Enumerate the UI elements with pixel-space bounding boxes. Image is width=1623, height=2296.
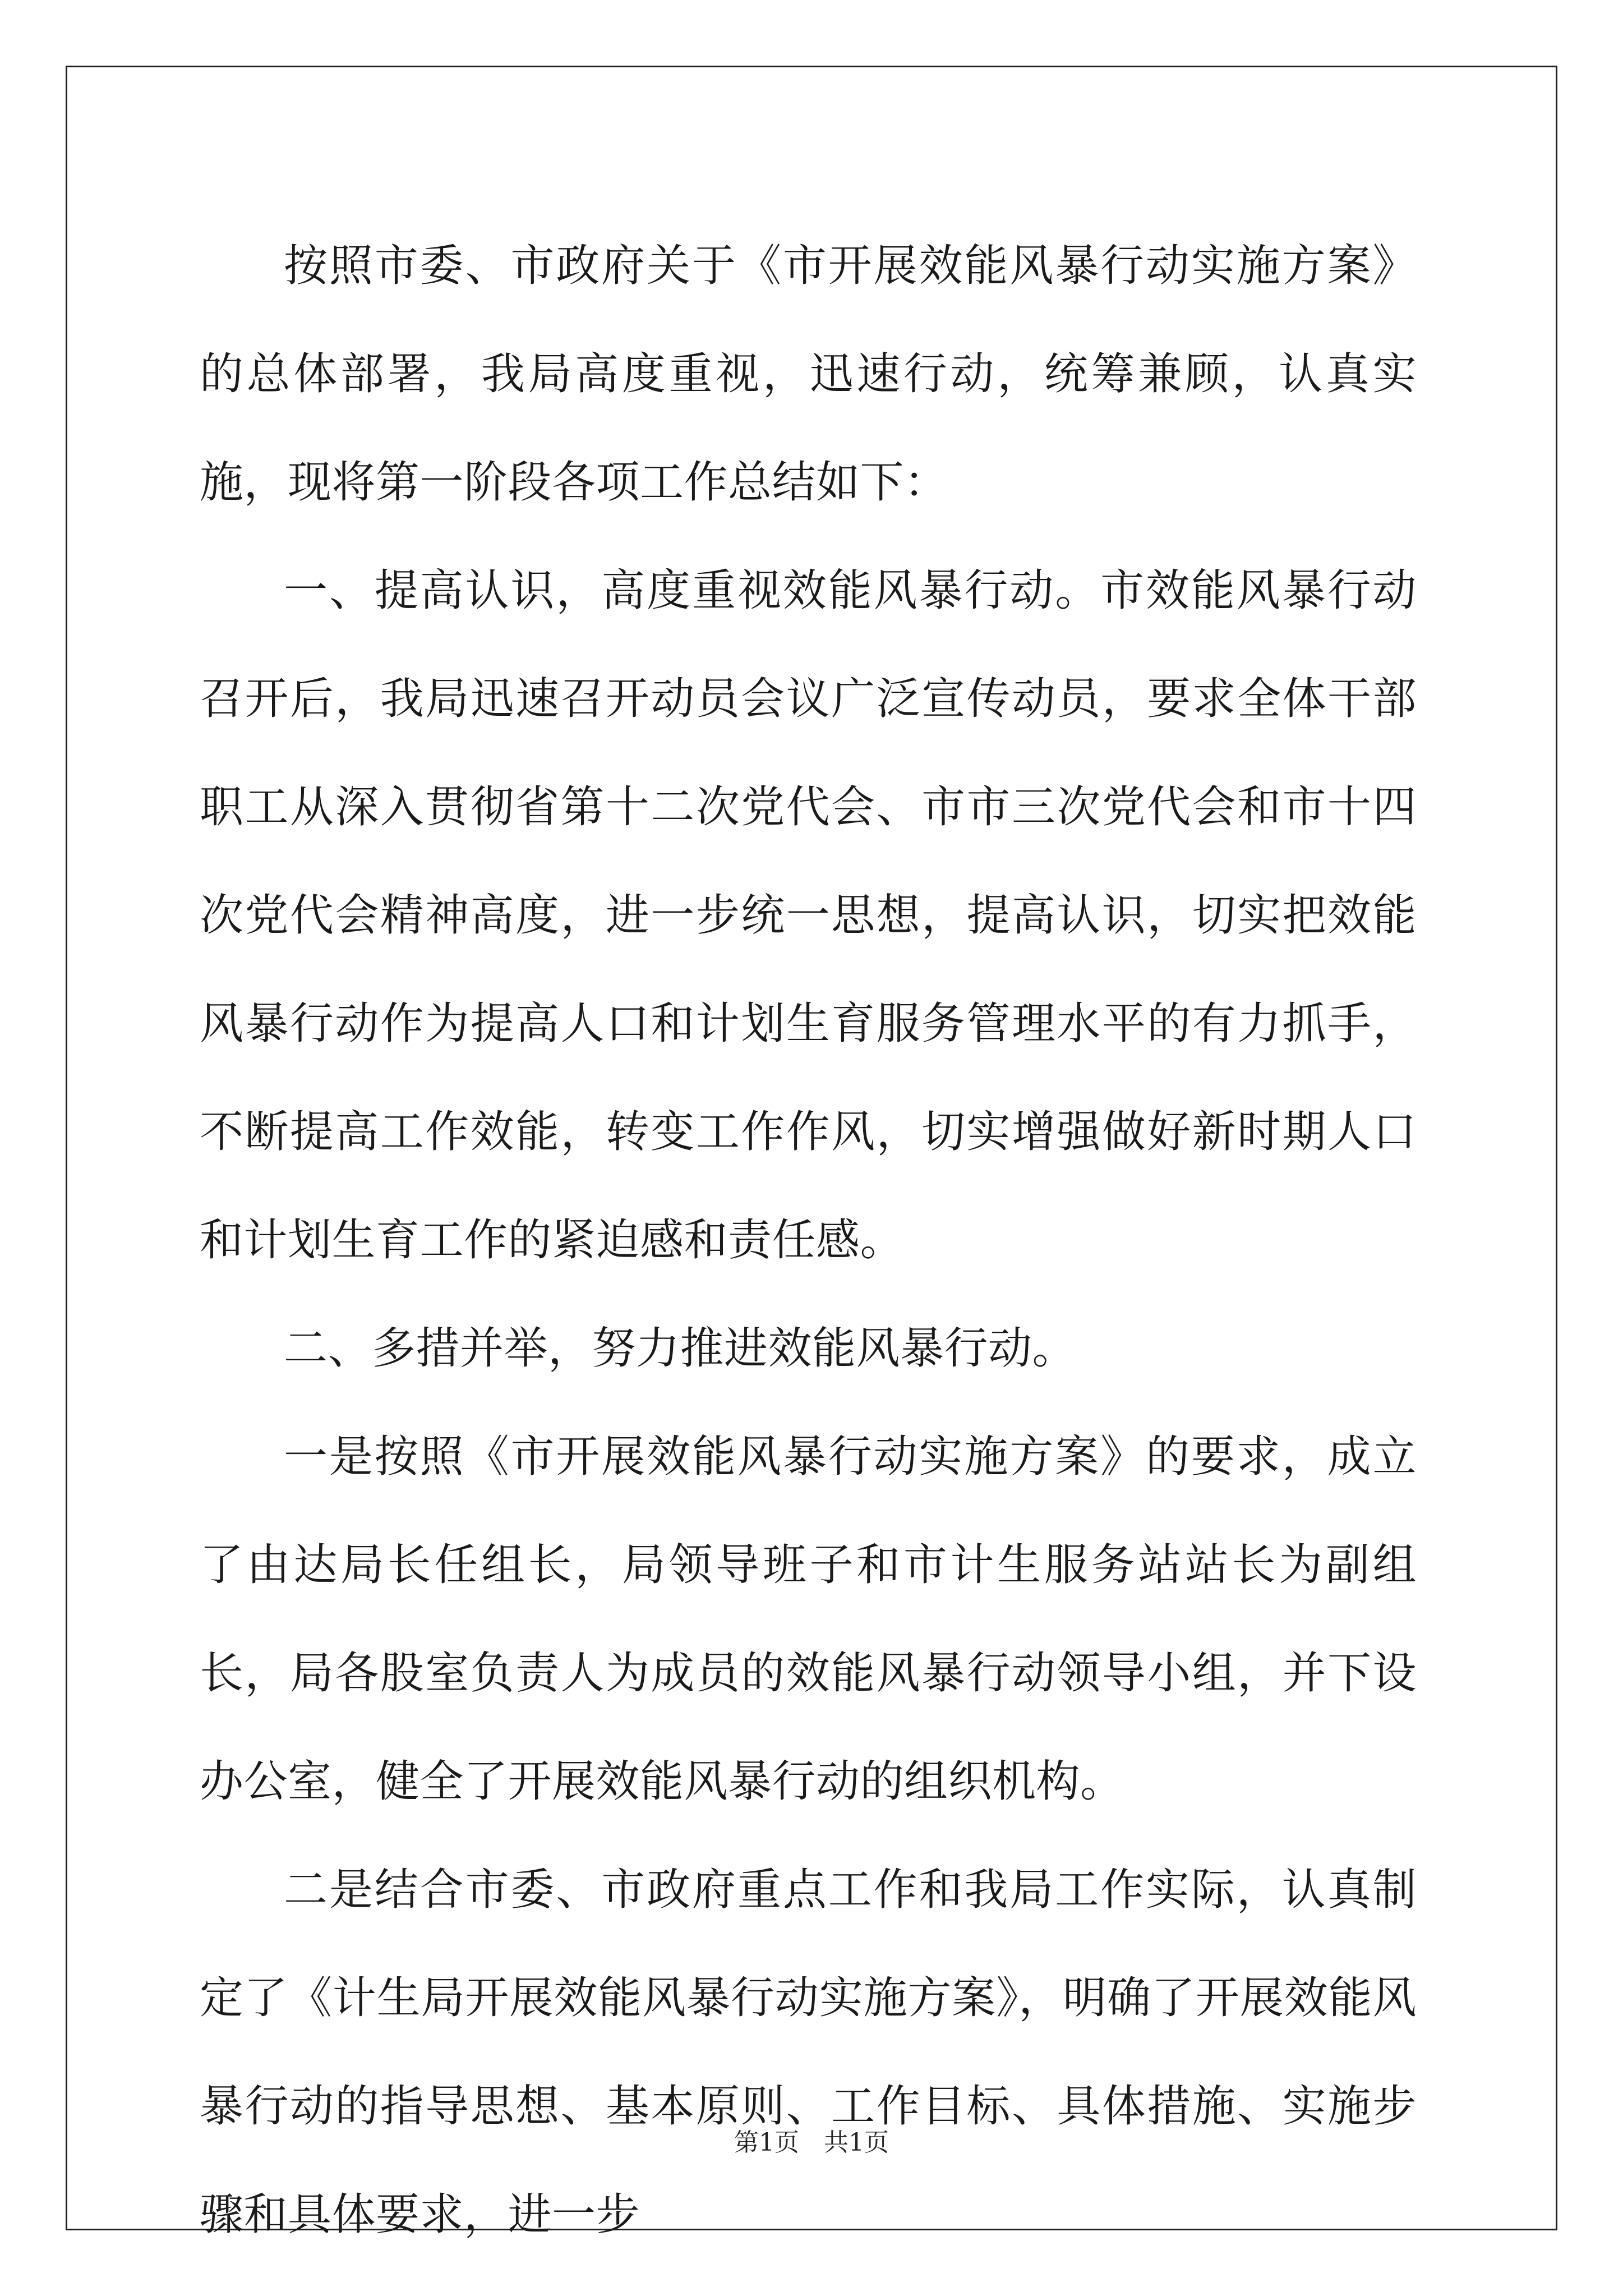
paragraph-measure-1: 一是按照《市开展效能风暴行动实施方案》的要求，成立了由达局长任组长，局领导班子和市计生服务站站长为副组长，局各股室负责人为成员的效能风暴行动领导小组，并下设办公室，健全了开展效能风暴行动的组织机构。 bbox=[200, 1432, 1417, 1807]
paragraph-section-1: 一、提高认识，高度重视效能风暴行动。市效能风暴行动召开后，我局迅速召开动员会议广泛宣传动员，要求全体干部职工从深入贯彻省第十二次党代会、市市三次党代会和市十四次党代会精神高度，进一步统一思想，提高认识，切实把效能风暴行动作为提高人口和计划生育服务管理水平的有力抓手，不断提高工作效能，转变工作作风，切实增强做好新时期人口和计划生育工作的紧迫感和责任感。 bbox=[200, 565, 1417, 1266]
page-number-footer: 第1页 共1页 bbox=[734, 2128, 889, 2157]
paragraph-section-2-heading: 二、多措并举，努力推进效能风暴行动。 bbox=[284, 1323, 1077, 1374]
paragraph-intro: 按照市委、市政府关于《市开展效能风暴行动实施方案》的总体部署，我局高度重视，迅速行动，统筹兼顾，认真实施，现将第一阶段各项工作总结如下： bbox=[200, 241, 1417, 508]
document-body bbox=[200, 212, 1417, 2269]
paragraph-measure-2: 二是结合市委、市政府重点工作和我局工作实际，认真制定了《计生局开展效能风暴行动实施方案》，明确了开展效能风暴行动的指导思想、基本原则、工作目标、具体措施、实施步骤和具体要求，进一步 bbox=[200, 1865, 1417, 2240]
